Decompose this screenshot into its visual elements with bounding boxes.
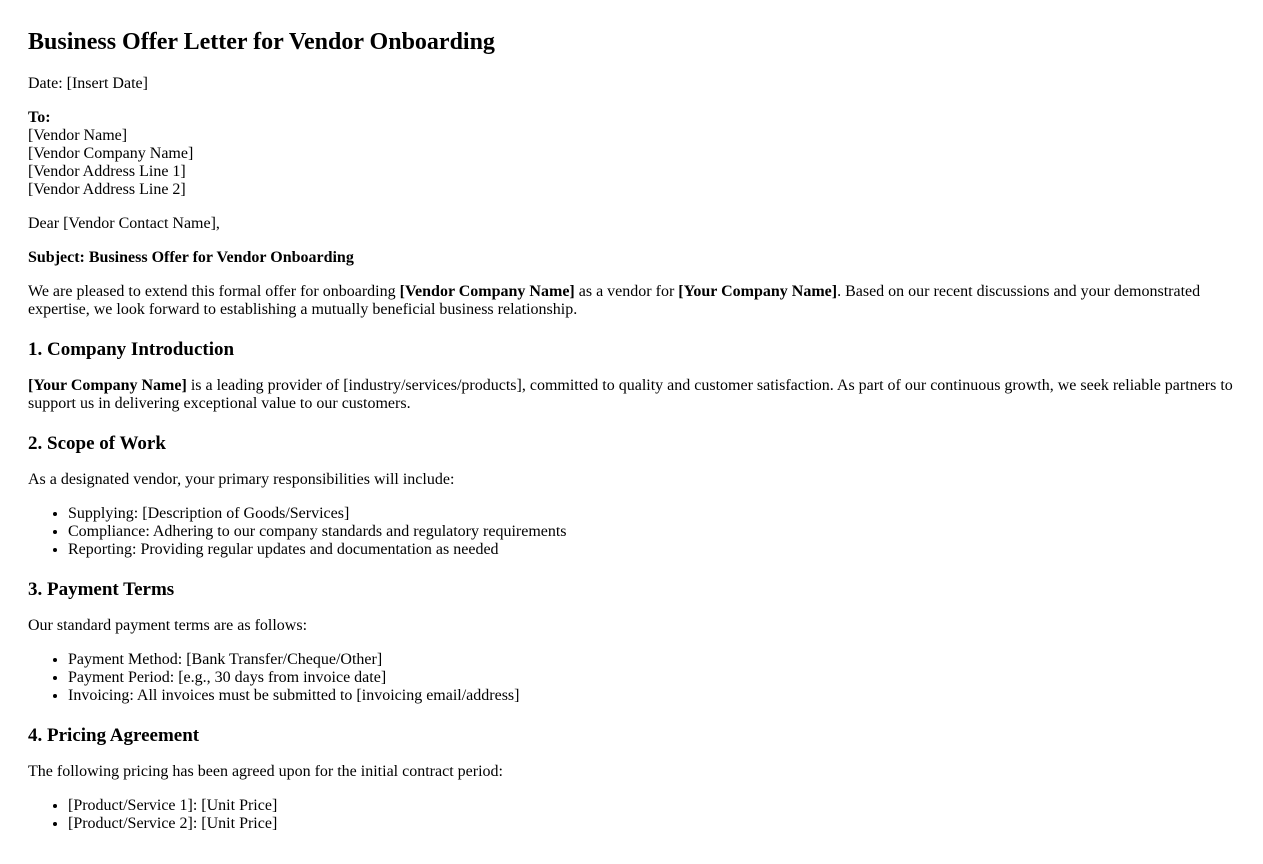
list-item: • Compliance: Adhering to our company standards and regulatory requirements xyxy=(68,523,1235,541)
salutation: Dear [Vendor Contact Name], xyxy=(28,215,220,232)
list-item: • Payment Period: [e.g., 30 days from invoice date] xyxy=(68,669,1235,687)
document-title: Business Offer Letter for Vendor Onboarding xyxy=(28,29,495,55)
your-company-placeholder: [Your Company Name] xyxy=(678,283,838,300)
vendor-company-placeholder: [Vendor Company Name] xyxy=(399,283,575,300)
payment-list xyxy=(28,651,1235,705)
section-heading-pricing: 4. Pricing Agreement xyxy=(28,725,200,746)
list-item: • Payment Method: [Bank Transfer/Cheque/Other] xyxy=(68,651,1235,669)
list-item: • [Product/Service 1]: [Unit Price] xyxy=(68,797,1235,815)
subject-text: Subject: Business Offer for Vendor Onboarding xyxy=(28,249,354,266)
to-label: To: xyxy=(28,109,51,126)
intro-text: We are pleased to extend this formal offer for onboarding xyxy=(28,283,400,300)
list-item: • Invoicing: All invoices must be submitted to [invoicing email/address] xyxy=(68,687,1235,705)
scope-lead: As a designated vendor, your primary responsibilities will include: xyxy=(28,471,455,488)
scope-list xyxy=(28,505,1235,559)
date-line: Date: [Insert Date] xyxy=(28,75,148,92)
list-item: • Reporting: Providing regular updates and documentation as needed xyxy=(68,541,1235,559)
list-item: • [Product/Service 2]: [Unit Price] xyxy=(68,815,1235,833)
intro-paragraph xyxy=(28,283,1235,319)
section-heading-payment: 3. Payment Terms xyxy=(28,579,175,600)
payment-lead: Our standard payment terms are as follows: xyxy=(28,617,308,634)
recipient-line: [Vendor Address Line 1] xyxy=(28,163,186,180)
your-company-placeholder: [Your Company Name] xyxy=(28,377,187,394)
subject-line xyxy=(28,249,1235,267)
pricing-list xyxy=(28,797,1235,833)
section-heading-scope: 2. Scope of Work xyxy=(28,433,166,454)
document-page xyxy=(0,28,1263,833)
company-intro-paragraph xyxy=(28,377,1235,413)
pricing-lead: The following pricing has been agreed upon for the initial contract period: xyxy=(28,763,503,780)
section-heading-company-intro: 1. Company Introduction xyxy=(28,339,235,360)
recipient-line: [Vendor Name] xyxy=(28,127,128,144)
recipient-line: [Vendor Address Line 2] xyxy=(28,181,186,198)
recipient-block xyxy=(28,109,1235,199)
company-intro-text: is a leading provider of [industry/services/products], committed to quality and customer satisfaction. As part of our continuous growth, we seek reliable partners to support us in delivering exceptional value to our customers. xyxy=(28,377,1233,412)
intro-text: as a vendor for xyxy=(574,283,679,300)
list-item: • Supplying: [Description of Goods/Services] xyxy=(68,505,1235,523)
recipient-line: [Vendor Company Name] xyxy=(28,145,194,162)
intro-text: . Based on our recent discussions and your demonstrated expertise, we look forward to establishing a mutually beneficial business relationship. xyxy=(28,283,1201,318)
